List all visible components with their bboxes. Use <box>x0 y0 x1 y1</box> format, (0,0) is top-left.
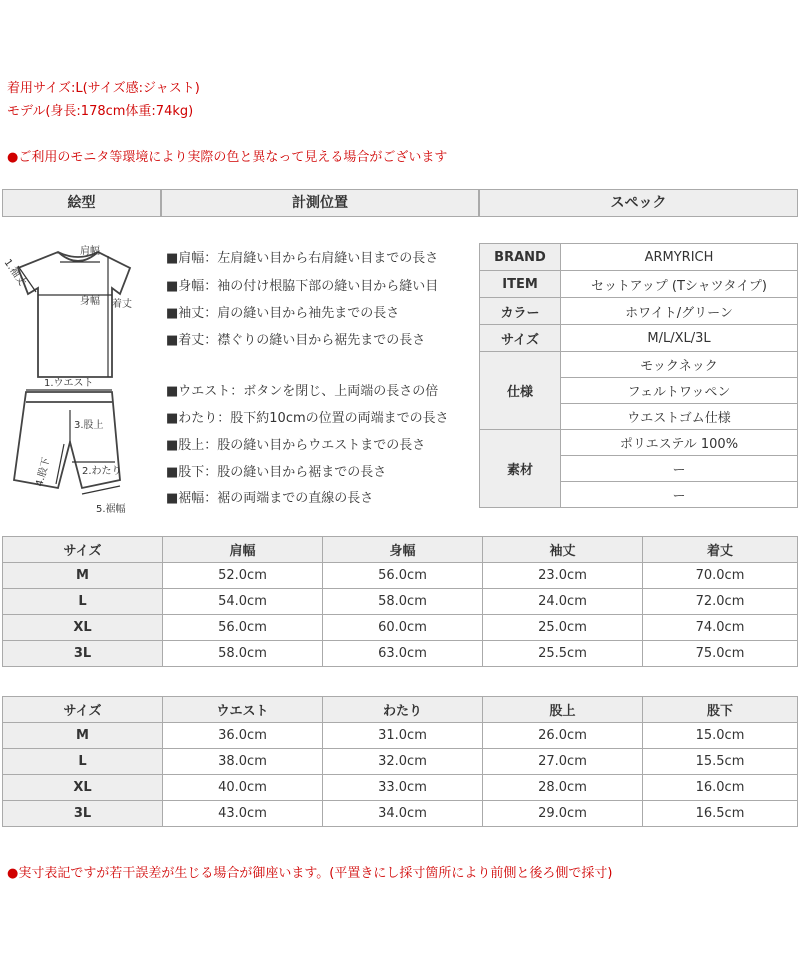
spec-item-value: セットアップ (Tシャツタイプ) <box>561 271 798 298</box>
value-cell: 58.0cm <box>163 641 323 667</box>
spec-material-value: ー <box>561 482 798 508</box>
table-row <box>3 563 798 589</box>
spec-brand-label: BRAND <box>480 244 561 271</box>
label-inseam: 4.股下 <box>34 456 53 488</box>
model-stats-text: モデル(身長:178cm体重:74kg) <box>7 104 194 119</box>
value-cell: 56.0cm <box>323 563 483 589</box>
measure-body: ■身幅：袖の付け根脇下部の縫い目から縫い目 <box>166 279 439 294</box>
spec-row-material <box>480 430 798 456</box>
label-sleeve: 1.袖丈 <box>1 257 28 288</box>
tops-size-table <box>2 536 798 667</box>
spec-row-brand <box>480 244 798 271</box>
table-row <box>3 801 798 827</box>
spec-table <box>479 243 798 508</box>
table-row <box>3 749 798 775</box>
measure-length: ■着丈：襟ぐりの縫い目から裾先までの長さ <box>166 333 426 348</box>
value-cell: 60.0cm <box>323 615 483 641</box>
value-cell: 26.0cm <box>483 723 643 749</box>
table-row <box>3 723 798 749</box>
col-header: 肩幅 <box>163 537 323 563</box>
value-cell: 38.0cm <box>163 749 323 775</box>
table-row <box>3 589 798 615</box>
value-cell: 52.0cm <box>163 563 323 589</box>
col-header: 股上 <box>483 697 643 723</box>
spec-feature-value: フェルトワッペン <box>561 378 798 404</box>
value-cell: 28.0cm <box>483 775 643 801</box>
value-cell: 29.0cm <box>483 801 643 827</box>
value-cell: 23.0cm <box>483 563 643 589</box>
label-body: 身幅 <box>80 296 100 307</box>
value-cell: 56.0cm <box>163 615 323 641</box>
header-pattern: 絵型 <box>2 189 161 217</box>
table-row <box>3 615 798 641</box>
size-cell: M <box>3 723 163 749</box>
value-cell: 40.0cm <box>163 775 323 801</box>
table-header-row <box>3 537 798 563</box>
measure-hem: ■裾幅：裾の両端までの直線の長さ <box>166 491 374 506</box>
table-header-row <box>3 697 798 723</box>
spec-size-label: サイズ <box>480 325 561 352</box>
label-length: 着丈 <box>112 299 132 310</box>
measure-shoulder: ■肩幅：左肩縫い目から右肩縫い目までの長さ <box>166 251 439 266</box>
value-cell: 16.5cm <box>643 801 798 827</box>
spec-row-size <box>480 325 798 352</box>
value-cell: 31.0cm <box>323 723 483 749</box>
spec-color-label: カラー <box>480 298 561 325</box>
size-cell: M <box>3 563 163 589</box>
size-cell: L <box>3 749 163 775</box>
col-header: 着丈 <box>643 537 798 563</box>
color-note: ●ご利用のモニタ等環境により実際の色と異なって見える場合がございます <box>7 150 448 165</box>
size-cell: 3L <box>3 801 163 827</box>
size-cell: L <box>3 589 163 615</box>
value-cell: 25.0cm <box>483 615 643 641</box>
col-header: わたり <box>323 697 483 723</box>
measure-sleeve: ■袖丈：肩の縫い目から袖先までの長さ <box>166 306 400 321</box>
size-cell: XL <box>3 775 163 801</box>
spec-row-feature <box>480 352 798 378</box>
spec-brand-value: ARMYRICH <box>561 244 798 271</box>
size-cell: XL <box>3 615 163 641</box>
value-cell: 36.0cm <box>163 723 323 749</box>
value-cell: 24.0cm <box>483 589 643 615</box>
spec-feature-value: ウエストゴム仕様 <box>561 404 798 430</box>
measure-thigh: ■わたり：股下約10cmの位置の両端までの長さ <box>166 411 449 426</box>
table-row <box>3 641 798 667</box>
spec-feature-value: モックネック <box>561 352 798 378</box>
col-header: ウエスト <box>163 697 323 723</box>
spec-material-value: ー <box>561 456 798 482</box>
col-header: 股下 <box>643 697 798 723</box>
value-cell: 16.0cm <box>643 775 798 801</box>
bottoms-size-table <box>2 696 798 827</box>
value-cell: 25.5cm <box>483 641 643 667</box>
value-cell: 58.0cm <box>323 589 483 615</box>
label-thigh: 2.わたり <box>82 466 122 477</box>
garment-diagram <box>0 232 160 522</box>
col-header: 身幅 <box>323 537 483 563</box>
col-header: サイズ <box>3 537 163 563</box>
value-cell: 15.5cm <box>643 749 798 775</box>
spec-color-value: ホワイト/グリーン <box>561 298 798 325</box>
label-rise: 3.股上 <box>74 420 104 431</box>
table-row <box>3 775 798 801</box>
value-cell: 43.0cm <box>163 801 323 827</box>
tshirt-drawing <box>18 252 130 377</box>
label-hem: 5.裾幅 <box>96 504 126 515</box>
value-cell: 72.0cm <box>643 589 798 615</box>
spec-material-value: ポリエステル 100% <box>561 430 798 456</box>
value-cell: 33.0cm <box>323 775 483 801</box>
value-cell: 63.0cm <box>323 641 483 667</box>
header-spec: スペック <box>479 189 798 217</box>
size-cell: 3L <box>3 641 163 667</box>
measurement-note: ●実寸表記ですが若干誤差が生じる場合が御座います。(平置きにし採寸箇所により前側と後ろ側で採寸) <box>7 866 613 881</box>
value-cell: 34.0cm <box>323 801 483 827</box>
spec-size-value: M/L/XL/3L <box>561 325 798 352</box>
measure-rise: ■股上：股の縫い目からウエストまでの長さ <box>166 438 426 453</box>
label-waist: 1.ウエスト <box>44 378 94 389</box>
value-cell: 32.0cm <box>323 749 483 775</box>
measure-waist: ■ウエスト：ボタンを閉じ、上両端の長さの倍 <box>166 384 439 399</box>
col-header: サイズ <box>3 697 163 723</box>
value-cell: 74.0cm <box>643 615 798 641</box>
value-cell: 27.0cm <box>483 749 643 775</box>
spec-material-label: 素材 <box>480 430 561 508</box>
spec-row-item <box>480 271 798 298</box>
measure-inseam: ■股下：股の縫い目から裾までの長さ <box>166 465 387 480</box>
spec-row-color <box>480 298 798 325</box>
value-cell: 75.0cm <box>643 641 798 667</box>
model-size-text: 着用サイズ:L(サイズ感:ジャスト) <box>7 81 200 96</box>
value-cell: 54.0cm <box>163 589 323 615</box>
value-cell: 70.0cm <box>643 563 798 589</box>
spec-features-label: 仕様 <box>480 352 561 430</box>
spec-item-label: ITEM <box>480 271 561 298</box>
col-header: 袖丈 <box>483 537 643 563</box>
label-shoulder: 肩幅 <box>80 246 100 257</box>
header-measure: 計測位置 <box>161 189 479 217</box>
value-cell: 15.0cm <box>643 723 798 749</box>
